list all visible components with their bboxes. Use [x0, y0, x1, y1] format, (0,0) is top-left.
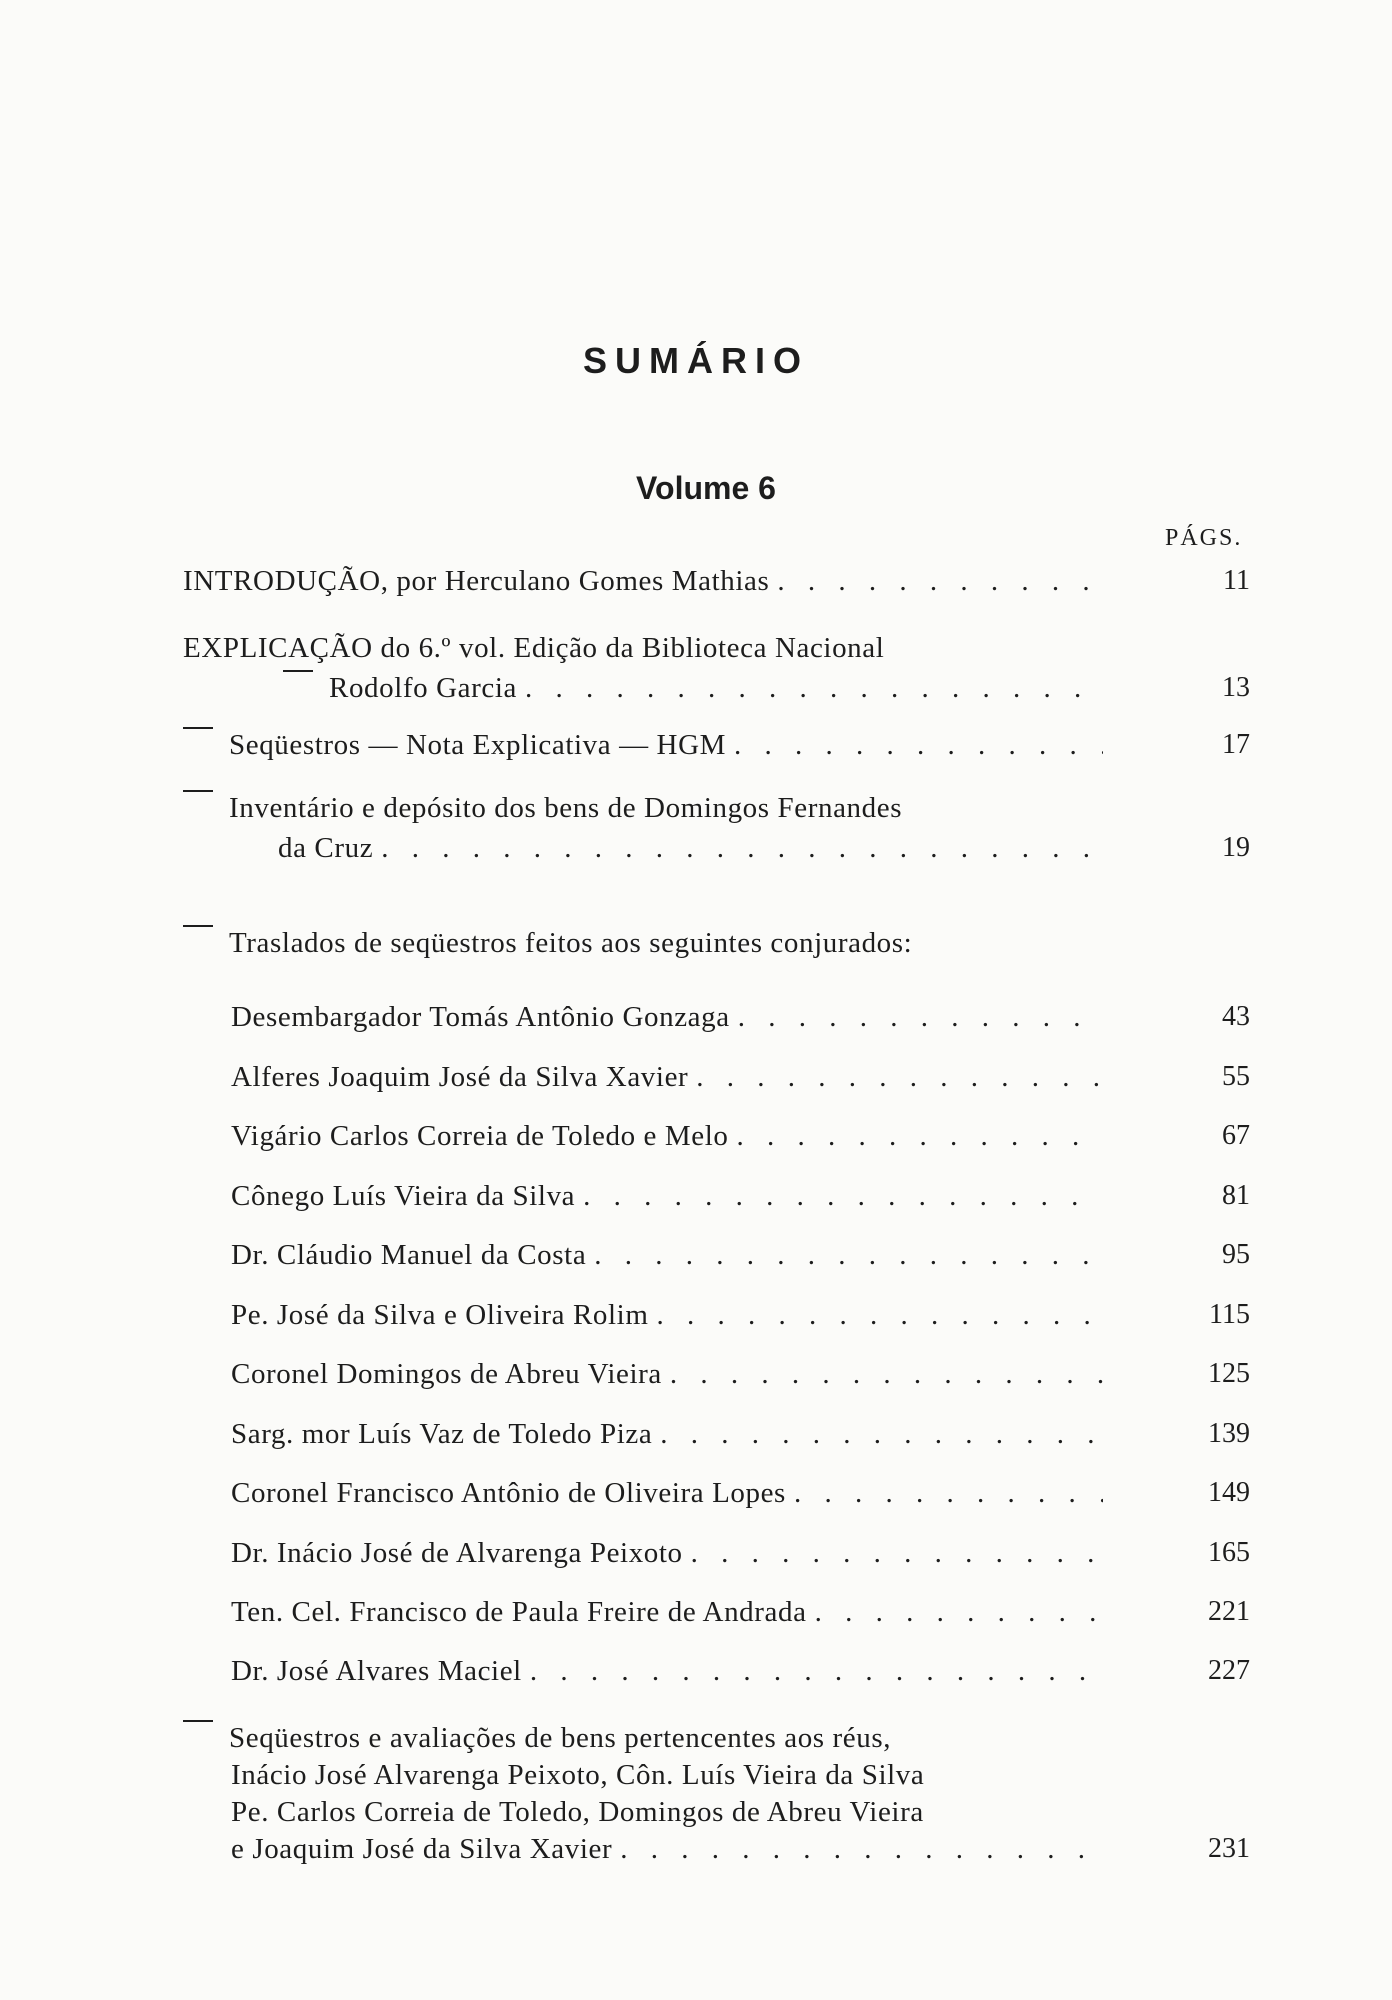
- toc-entry: [183, 630, 1103, 667]
- toc-section-heading: [183, 925, 1183, 962]
- em-dash: [283, 670, 313, 707]
- toc-page-number: 11: [1223, 565, 1250, 596]
- toc-page-number: 125: [1208, 1358, 1250, 1389]
- toc-entry-continuation: [283, 670, 1103, 707]
- toc-entry-text: Vigário Carlos Correia de Toledo e Melo: [231, 1120, 729, 1152]
- toc-entry-continuation: [231, 1794, 1103, 1831]
- toc-page-number: 165: [1208, 1537, 1250, 1568]
- toc-entry-text: Dr. José Alvares Maciel: [231, 1655, 522, 1687]
- toc-entry: [231, 1297, 1103, 1334]
- toc-page-number: 81: [1222, 1180, 1250, 1211]
- toc-page-number: 95: [1222, 1239, 1250, 1270]
- toc-entry-text: Coronel Domingos de Abreu Vieira: [231, 1358, 662, 1390]
- toc-entry: [231, 1535, 1103, 1572]
- toc-entry-text: Rodolfo Garcia: [329, 672, 517, 704]
- toc-entry: [231, 1237, 1103, 1274]
- pages-column-label: PÁGS.: [1165, 525, 1243, 551]
- toc-entry-text: Dr. Cláudio Manuel da Costa: [231, 1239, 587, 1271]
- toc-entry: [231, 999, 1103, 1036]
- leader-dots: [525, 670, 1103, 707]
- em-dash: [183, 925, 213, 962]
- leader-dots: [696, 1059, 1103, 1096]
- leader-dots: [777, 563, 1103, 600]
- toc-entry-text: Ten. Cel. Francisco de Paula Freire de Andrada: [231, 1596, 807, 1628]
- page-title: SUMÁRIO: [583, 340, 809, 381]
- toc-entry-text: Inventário e depósito dos bens de Domingos Fernandes: [229, 792, 903, 824]
- leader-dots: [583, 1178, 1103, 1215]
- toc-entry: [231, 1178, 1103, 1215]
- toc-entry: [231, 1118, 1103, 1155]
- toc-page-number: 19: [1222, 832, 1250, 863]
- toc-entry: [183, 790, 1103, 827]
- leader-dots: [381, 830, 1103, 867]
- toc-entry-text: EXPLICAÇÃO do 6.º vol. Edição da Biblioteca Nacional: [183, 632, 885, 664]
- toc-entry: [231, 1059, 1103, 1096]
- leader-dots: [660, 1416, 1103, 1453]
- toc-page-number: 55: [1222, 1061, 1250, 1092]
- toc-entry-text: Pe. José da Silva e Oliveira Rolim: [231, 1299, 649, 1331]
- toc-entry-continuation: [278, 830, 1103, 867]
- toc-page-number: 231: [1208, 1833, 1250, 1864]
- leader-dots: [530, 1653, 1103, 1690]
- toc-page-number: 149: [1208, 1477, 1250, 1508]
- toc-entry-text: e Joaquim José da Silva Xavier: [231, 1833, 613, 1865]
- leader-dots: [691, 1535, 1103, 1572]
- leader-dots: [794, 1475, 1103, 1512]
- volume-heading: Volume 6: [636, 470, 776, 506]
- em-dash: [183, 790, 213, 827]
- toc-entry-text: da Cruz: [278, 832, 374, 864]
- toc-entry: [231, 1356, 1103, 1393]
- leader-dots: [620, 1831, 1103, 1868]
- toc-entry-text: Dr. Inácio José de Alvarenga Peixoto: [231, 1537, 683, 1569]
- leader-dots: [736, 1118, 1103, 1155]
- toc-entry-text: INTRODUÇÃO, por Herculano Gomes Mathias: [183, 565, 770, 597]
- toc-entry-continuation: [231, 1757, 1103, 1794]
- leader-dots: [734, 727, 1103, 764]
- leader-dots: [594, 1237, 1103, 1274]
- toc-page-number: 17: [1222, 729, 1250, 760]
- toc-page-number: 115: [1209, 1299, 1250, 1330]
- toc-entry: [183, 727, 1103, 764]
- toc-page-number: 43: [1222, 1001, 1250, 1032]
- toc-entry: [231, 1416, 1103, 1453]
- toc-page-number: 13: [1222, 672, 1250, 703]
- toc-entry-text: Seqüestros — Nota Explicativa — HGM: [229, 729, 727, 761]
- toc-entry-text: Alferes Joaquim José da Silva Xavier: [231, 1061, 689, 1093]
- leader-dots: [656, 1297, 1103, 1334]
- em-dash: [183, 1720, 213, 1757]
- toc-page-number: 67: [1222, 1120, 1250, 1151]
- em-dash: [183, 727, 213, 764]
- toc-page-number: 227: [1208, 1655, 1250, 1686]
- toc-entry: [231, 1475, 1103, 1512]
- leader-dots: [670, 1356, 1103, 1393]
- toc-page-number: 139: [1208, 1418, 1250, 1449]
- toc-entry-text: Desembargador Tomás Antônio Gonzaga: [231, 1001, 730, 1033]
- toc-entry-text: Cônego Luís Vieira da Silva: [231, 1180, 576, 1212]
- toc-entry-text: Traslados de seqüestros feitos aos seguintes conjurados:: [229, 927, 913, 959]
- toc-page-number: 221: [1208, 1596, 1250, 1627]
- toc-entry: [183, 563, 1103, 600]
- toc-entry-continuation: [231, 1831, 1103, 1868]
- toc-entry: [231, 1594, 1103, 1631]
- leader-dots: [815, 1594, 1103, 1631]
- leader-dots: [738, 999, 1103, 1036]
- toc-entry-text: Sarg. mor Luís Vaz de Toledo Piza: [231, 1418, 653, 1450]
- toc-entry: [183, 1720, 1103, 1757]
- toc-entry-text: Pe. Carlos Correia de Toledo, Domingos de Abreu Vieira: [231, 1796, 924, 1828]
- toc-entry: [231, 1653, 1103, 1690]
- toc-entry-text: Coronel Francisco Antônio de Oliveira Lopes: [231, 1477, 786, 1509]
- toc-entry-text: Inácio José Alvarenga Peixoto, Côn. Luís Vieira da Silva: [231, 1759, 925, 1791]
- toc-entry-text: Seqüestros e avaliações de bens pertencentes aos réus,: [229, 1722, 892, 1754]
